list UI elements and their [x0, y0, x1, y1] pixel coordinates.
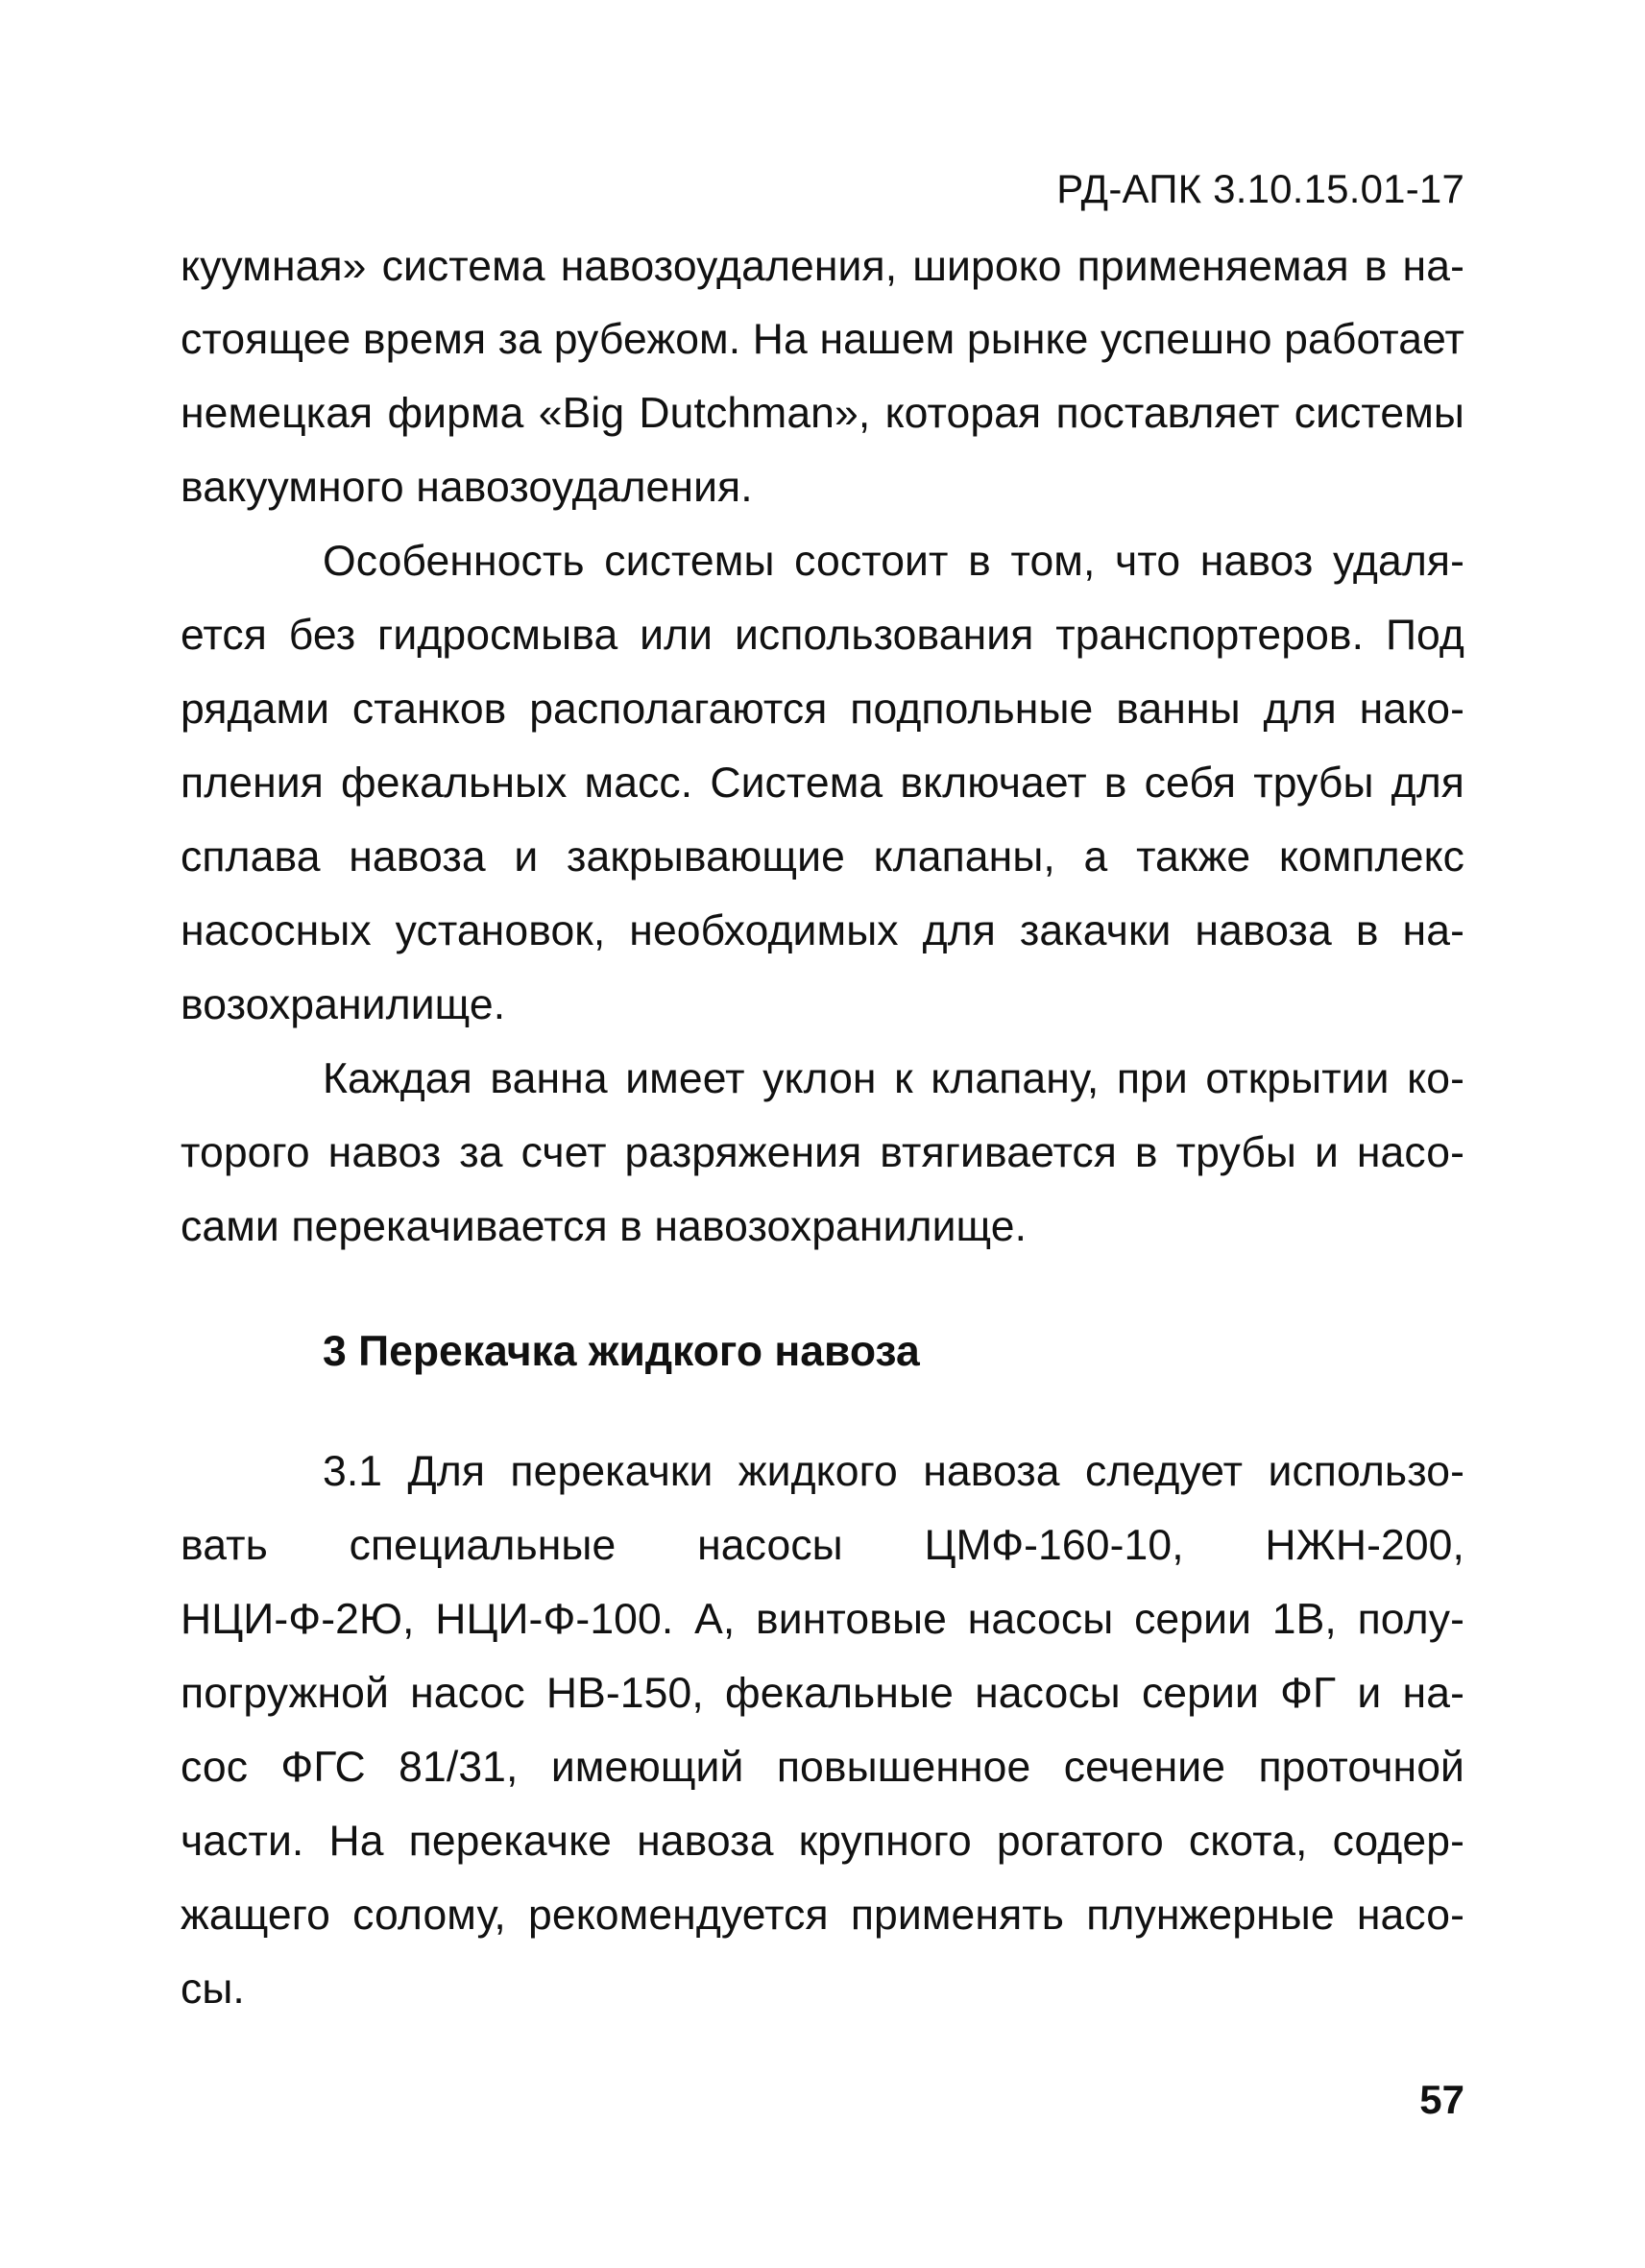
- section-paragraph-line-2: вать специальные насосы ЦМФ-160-10, НЖН-200,: [181, 1522, 1464, 1569]
- paragraph-2-line-3: рядами станков располагаются подпольные ванны для нако-: [181, 686, 1464, 733]
- paragraph-3-line-3: сами перекачивается в навозохранилище.: [181, 1203, 1028, 1250]
- section-paragraph-line-7: жащего солому, рекомендуется применять плунжерные насо-: [181, 1892, 1464, 1939]
- section-paragraph-line-8: сы.: [181, 1966, 245, 2013]
- section-paragraph-line-1: 3.1 Для перекачки жидкого навоза следует использо-: [323, 1448, 1464, 1495]
- paragraph-3-line-2: торого навоз за счет разряжения втягивается в трубы и насо-: [181, 1129, 1464, 1176]
- section-paragraph-line-3: НЦИ-Ф-2Ю, НЦИ-Ф-100. А, винтовые насосы серии 1В, полу-: [181, 1596, 1464, 1643]
- paragraph-2-line-1: Особенность системы состоит в том, что навоз удаля-: [323, 538, 1464, 585]
- paragraph-1-line-2: стоящее время за рубежом. На нашем рынке успешно работает: [181, 316, 1464, 363]
- paragraph-2-line-5: сплава навоза и закрывающие клапаны, а также комплекс: [181, 833, 1464, 881]
- section-paragraph-line-5: сос ФГС 81/31, имеющий повышенное сечение проточной: [181, 1744, 1464, 1791]
- paragraph-2-line-6: насосных установок, необходимых для закачки навоза в на-: [181, 907, 1464, 954]
- section-paragraph-line-6: части. На перекачке навоза крупного рогатого скота, содер-: [181, 1818, 1464, 1865]
- section-paragraph-line-4: погружной насос НВ-150, фекальные насосы серии ФГ и на-: [181, 1670, 1464, 1717]
- paragraph-1-line-1: куумная» система навозоудаления, широко применяемая в на-: [181, 243, 1464, 290]
- page-number: 57: [1419, 2077, 1464, 2122]
- paragraph-2-line-4: пления фекальных масс. Система включает в себя трубы для: [181, 760, 1464, 807]
- paragraph-1-line-4: вакуумного навозоудаления.: [181, 464, 753, 511]
- paragraph-2-line-7: возохранилище.: [181, 981, 506, 1028]
- paragraph-2-line-2: ется без гидросмыва или использования транспортеров. Под: [181, 612, 1464, 659]
- document-code-header: РД-АПК 3.10.15.01-17: [1056, 166, 1464, 211]
- section-heading: 3 Перекачка жидкого навоза: [323, 1328, 920, 1375]
- paragraph-3-line-1: Каждая ванна имеет уклон к клапану, при открытии ко-: [323, 1055, 1464, 1102]
- paragraph-1-line-3: немецкая фирма «Big Dutchman», которая поставляет системы: [181, 390, 1464, 437]
